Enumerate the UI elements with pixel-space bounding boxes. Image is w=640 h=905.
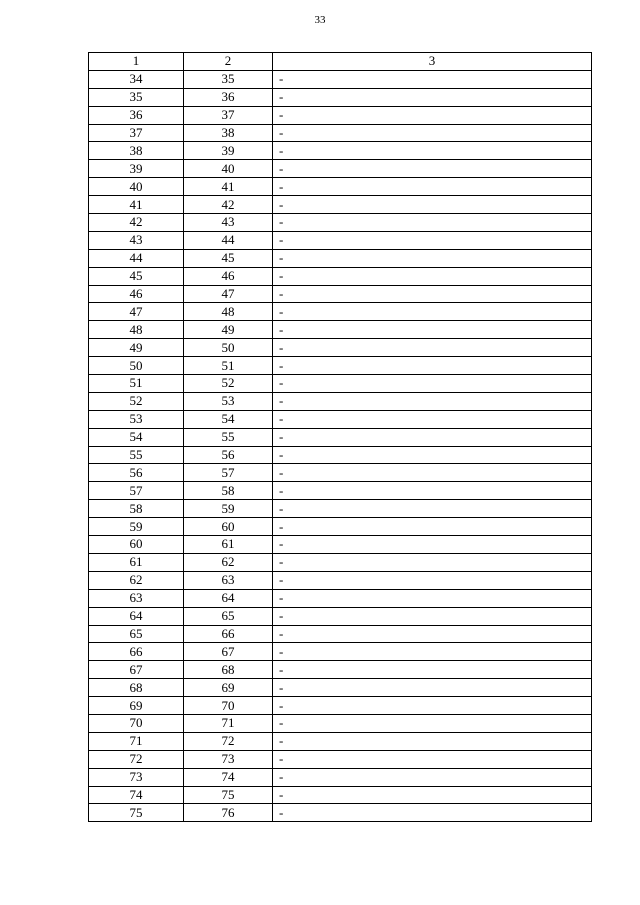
table-cell-col-3: - — [273, 625, 592, 643]
table-cell-col-3: - — [273, 160, 592, 178]
column-header-2: 2 — [184, 53, 273, 71]
table-header — [89, 53, 592, 71]
table-cell-col-1: 41 — [89, 196, 184, 214]
table-row — [89, 536, 592, 554]
table-cell-col-1: 73 — [89, 768, 184, 786]
table-cell-col-3: - — [273, 142, 592, 160]
table-cell-col-2: 48 — [184, 303, 273, 321]
table-cell-col-3: - — [273, 500, 592, 518]
table-cell-col-3: - — [273, 750, 592, 768]
table-cell-col-2: 76 — [184, 804, 273, 822]
table-row — [89, 357, 592, 375]
table-cell-col-3: - — [273, 553, 592, 571]
table-cell-col-2: 36 — [184, 88, 273, 106]
page-number: 33 — [314, 14, 326, 26]
table-row — [89, 321, 592, 339]
table-cell-col-1: 54 — [89, 428, 184, 446]
table-row — [89, 732, 592, 750]
table-row — [89, 178, 592, 196]
table-cell-col-1: 65 — [89, 625, 184, 643]
table-cell-col-3: - — [273, 589, 592, 607]
header-row — [89, 53, 592, 71]
table-cell-col-2: 71 — [184, 714, 273, 732]
table-cell-col-3: - — [273, 446, 592, 464]
table-cell-col-3: - — [273, 106, 592, 124]
table-cell-col-3: - — [273, 375, 592, 393]
table-cell-col-1: 50 — [89, 357, 184, 375]
table-cell-col-2: 49 — [184, 321, 273, 339]
table-cell-col-3: - — [273, 428, 592, 446]
table-cell-col-1: 35 — [89, 88, 184, 106]
table-cell-col-2: 52 — [184, 375, 273, 393]
table-row — [89, 571, 592, 589]
table-row — [89, 446, 592, 464]
table-row — [89, 214, 592, 232]
table-cell-col-2: 50 — [184, 339, 273, 357]
table-row — [89, 482, 592, 500]
table-cell-col-3: - — [273, 482, 592, 500]
table-cell-col-2: 57 — [184, 464, 273, 482]
table-cell-col-2: 67 — [184, 643, 273, 661]
table-cell-col-1: 34 — [89, 70, 184, 88]
table-cell-col-2: 69 — [184, 679, 273, 697]
table-cell-col-2: 46 — [184, 267, 273, 285]
table-cell-col-3: - — [273, 697, 592, 715]
table-cell-col-3: - — [273, 231, 592, 249]
table-row — [89, 142, 592, 160]
table-cell-col-2: 54 — [184, 410, 273, 428]
table-cell-col-1: 43 — [89, 231, 184, 249]
table-row — [89, 768, 592, 786]
table-cell-col-1: 44 — [89, 249, 184, 267]
table-cell-col-2: 74 — [184, 768, 273, 786]
table-cell-col-3: - — [273, 357, 592, 375]
table-cell-col-2: 60 — [184, 518, 273, 536]
table-cell-col-2: 64 — [184, 589, 273, 607]
table-row — [89, 196, 592, 214]
table-cell-col-3: - — [273, 124, 592, 142]
table-cell-col-1: 48 — [89, 321, 184, 339]
table-cell-col-3: - — [273, 518, 592, 536]
table-body — [89, 70, 592, 821]
table-cell-col-1: 52 — [89, 392, 184, 410]
table-cell-col-3: - — [273, 267, 592, 285]
table-cell-col-2: 43 — [184, 214, 273, 232]
table-cell-col-3: - — [273, 249, 592, 267]
table-cell-col-3: - — [273, 571, 592, 589]
table-row — [89, 625, 592, 643]
table-cell-col-2: 61 — [184, 536, 273, 554]
table-row — [89, 231, 592, 249]
table-cell-col-3: - — [273, 679, 592, 697]
table-cell-col-1: 38 — [89, 142, 184, 160]
table-cell-col-1: 39 — [89, 160, 184, 178]
table-cell-col-2: 73 — [184, 750, 273, 768]
table-cell-col-1: 59 — [89, 518, 184, 536]
table-cell-col-2: 65 — [184, 607, 273, 625]
table-cell-col-2: 70 — [184, 697, 273, 715]
table-cell-col-1: 49 — [89, 339, 184, 357]
table-row — [89, 392, 592, 410]
table-cell-col-1: 62 — [89, 571, 184, 589]
table-row — [89, 786, 592, 804]
table-cell-col-3: - — [273, 303, 592, 321]
table-cell-col-1: 51 — [89, 375, 184, 393]
table-row — [89, 303, 592, 321]
table-row — [89, 410, 592, 428]
table-cell-col-1: 57 — [89, 482, 184, 500]
table-cell-col-3: - — [273, 714, 592, 732]
table-cell-col-1: 64 — [89, 607, 184, 625]
table-cell-col-1: 56 — [89, 464, 184, 482]
table-cell-col-1: 68 — [89, 679, 184, 697]
table-cell-col-1: 66 — [89, 643, 184, 661]
table-cell-col-1: 42 — [89, 214, 184, 232]
table-row — [89, 500, 592, 518]
table-cell-col-2: 38 — [184, 124, 273, 142]
table-cell-col-3: - — [273, 70, 592, 88]
table-cell-col-1: 63 — [89, 589, 184, 607]
table-cell-col-3: - — [273, 786, 592, 804]
table-cell-col-3: - — [273, 661, 592, 679]
table-cell-col-2: 47 — [184, 285, 273, 303]
table-cell-col-2: 44 — [184, 231, 273, 249]
table-row — [89, 464, 592, 482]
table-cell-col-1: 60 — [89, 536, 184, 554]
table-cell-col-2: 55 — [184, 428, 273, 446]
table-cell-col-1: 75 — [89, 804, 184, 822]
table-row — [89, 607, 592, 625]
table-cell-col-3: - — [273, 732, 592, 750]
table-cell-col-3: - — [273, 88, 592, 106]
table-row — [89, 285, 592, 303]
table-row — [89, 249, 592, 267]
table-cell-col-1: 67 — [89, 661, 184, 679]
table-row — [89, 267, 592, 285]
table-cell-col-2: 62 — [184, 553, 273, 571]
table-row — [89, 375, 592, 393]
table-cell-col-3: - — [273, 410, 592, 428]
table-cell-col-1: 53 — [89, 410, 184, 428]
table-row — [89, 643, 592, 661]
table-cell-col-3: - — [273, 196, 592, 214]
table-cell-col-1: 71 — [89, 732, 184, 750]
data-table — [88, 52, 592, 822]
table-cell-col-2: 56 — [184, 446, 273, 464]
table-cell-col-2: 51 — [184, 357, 273, 375]
table-cell-col-1: 47 — [89, 303, 184, 321]
table-cell-col-1: 61 — [89, 553, 184, 571]
table-row — [89, 589, 592, 607]
table-cell-col-1: 46 — [89, 285, 184, 303]
table-cell-col-2: 42 — [184, 196, 273, 214]
table-cell-col-2: 37 — [184, 106, 273, 124]
table-cell-col-3: - — [273, 464, 592, 482]
table-row — [89, 804, 592, 822]
table-row — [89, 124, 592, 142]
table-row — [89, 661, 592, 679]
table-row — [89, 714, 592, 732]
table-row — [89, 750, 592, 768]
table-row — [89, 428, 592, 446]
table-row — [89, 88, 592, 106]
table-cell-col-3: - — [273, 607, 592, 625]
table-cell-col-3: - — [273, 392, 592, 410]
table-cell-col-2: 45 — [184, 249, 273, 267]
table-cell-col-2: 35 — [184, 70, 273, 88]
table-row — [89, 679, 592, 697]
table-cell-col-1: 45 — [89, 267, 184, 285]
table-row — [89, 553, 592, 571]
table-cell-col-3: - — [273, 643, 592, 661]
table-cell-col-2: 63 — [184, 571, 273, 589]
table-cell-col-3: - — [273, 536, 592, 554]
table-cell-col-1: 40 — [89, 178, 184, 196]
table-cell-col-2: 41 — [184, 178, 273, 196]
table-row — [89, 70, 592, 88]
table-cell-col-1: 69 — [89, 697, 184, 715]
table-cell-col-1: 72 — [89, 750, 184, 768]
table-cell-col-3: - — [273, 768, 592, 786]
table-cell-col-3: - — [273, 214, 592, 232]
table-cell-col-1: 37 — [89, 124, 184, 142]
table-cell-col-2: 59 — [184, 500, 273, 518]
table-row — [89, 160, 592, 178]
table-row — [89, 106, 592, 124]
table-cell-col-2: 53 — [184, 392, 273, 410]
table-row — [89, 339, 592, 357]
table-cell-col-3: - — [273, 321, 592, 339]
table-cell-col-1: 55 — [89, 446, 184, 464]
table-cell-col-2: 58 — [184, 482, 273, 500]
table-cell-col-3: - — [273, 285, 592, 303]
table-cell-col-1: 74 — [89, 786, 184, 804]
column-header-3: 3 — [273, 53, 592, 71]
table-cell-col-2: 39 — [184, 142, 273, 160]
table-cell-col-3: - — [273, 339, 592, 357]
table-cell-col-2: 40 — [184, 160, 273, 178]
table-cell-col-2: 66 — [184, 625, 273, 643]
table-cell-col-1: 70 — [89, 714, 184, 732]
table-cell-col-1: 36 — [89, 106, 184, 124]
table-cell-col-2: 75 — [184, 786, 273, 804]
table-row — [89, 518, 592, 536]
table-cell-col-1: 58 — [89, 500, 184, 518]
column-header-1: 1 — [89, 53, 184, 71]
table-cell-col-2: 68 — [184, 661, 273, 679]
table-row — [89, 697, 592, 715]
table-cell-col-2: 72 — [184, 732, 273, 750]
table-cell-col-3: - — [273, 178, 592, 196]
table-cell-col-3: - — [273, 804, 592, 822]
